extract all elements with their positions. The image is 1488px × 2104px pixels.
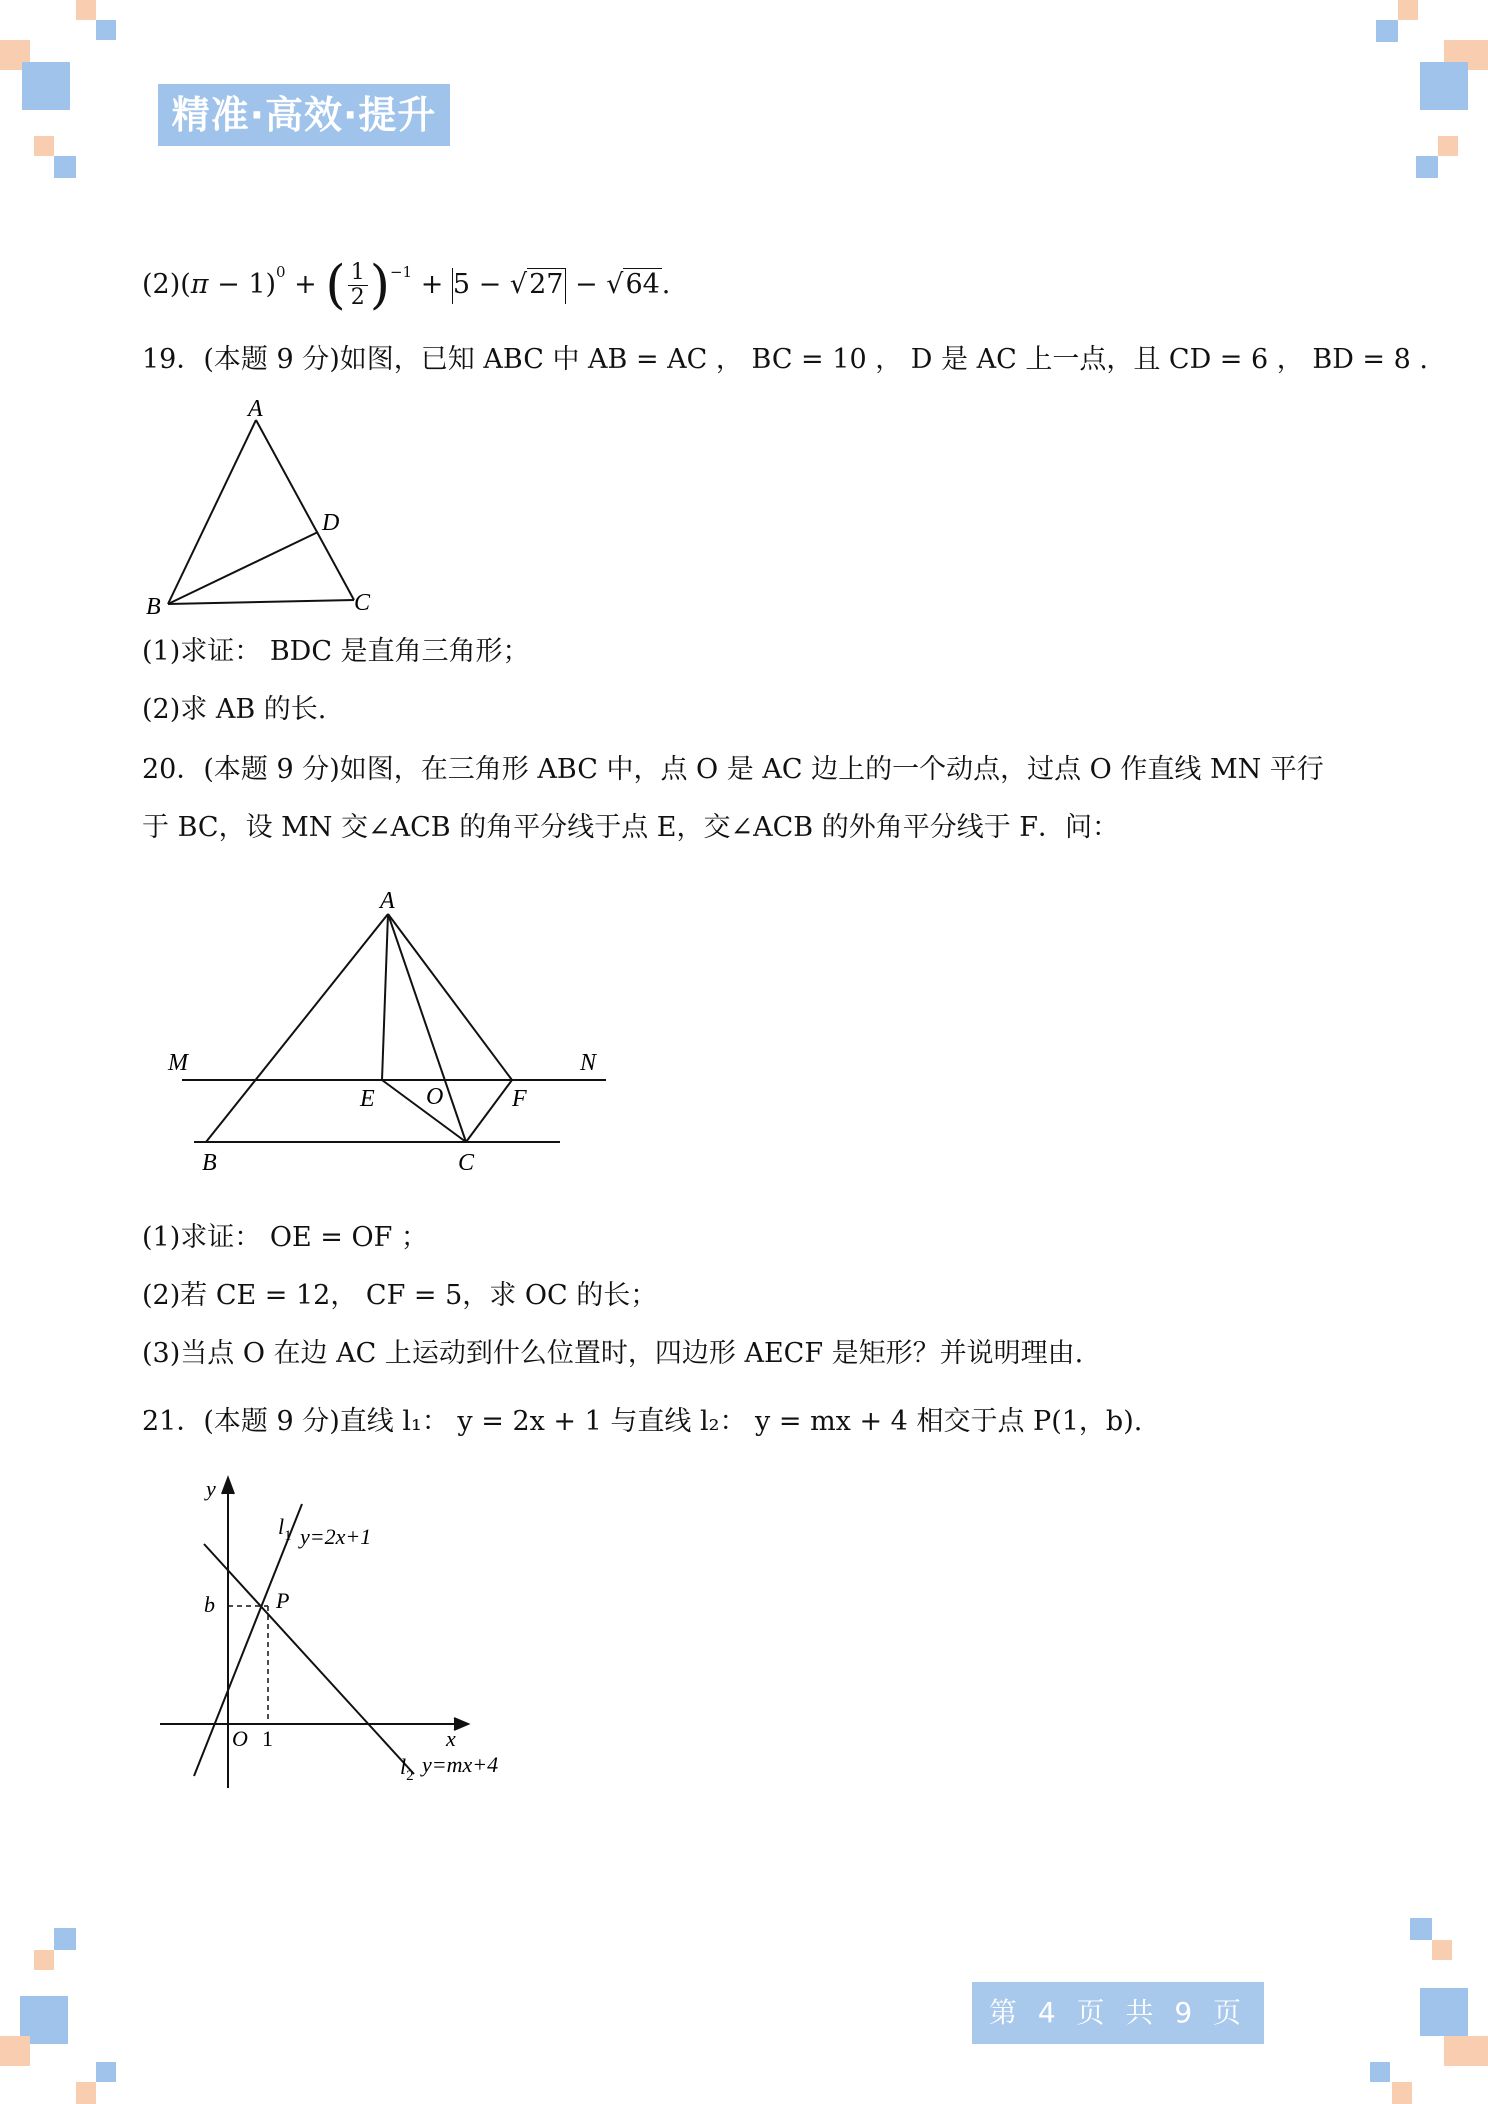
q19-stem bbox=[142, 340, 1428, 380]
label-P: P bbox=[276, 1588, 290, 1613]
q20-part1: (1)求证： OE = OF ； bbox=[142, 1222, 428, 1253]
label-N: N bbox=[580, 1050, 597, 1076]
q20-geometry-figure bbox=[156, 880, 626, 1180]
label-O: O bbox=[426, 1084, 444, 1110]
label-l2: $l_2$ bbox=[400, 1754, 414, 1784]
label-B: B bbox=[202, 1150, 217, 1176]
question-number: 20． bbox=[142, 754, 204, 785]
label-C: C bbox=[458, 1150, 475, 1176]
q20-stem-line2: 于 BC，设 MN 交∠ACB 的角平分线于点 E，交∠ACB 的外角平分线于 F．问： bbox=[142, 812, 1120, 843]
q19-text: 如图，已知 ABC 中 AB = AC ， BC = 10 ， D 是 AC 上一点，且 CD = 6 ， BD = 8 . bbox=[339, 344, 1428, 375]
q20-part2: (2)若 CE = 12， CF = 5，求 OC 的长； bbox=[142, 1280, 658, 1311]
q19-part1: (1)求证： BDC 是直角三角形； bbox=[142, 636, 530, 667]
q19-part2: (2)求 AB 的长. bbox=[142, 694, 327, 725]
brand-banner: 精准·高效·提升 bbox=[158, 84, 450, 146]
label-one: 1 bbox=[262, 1726, 273, 1751]
label-l1-equation: y=2x+1 bbox=[300, 1524, 372, 1549]
label-l1: $l_1$ bbox=[278, 1514, 292, 1544]
q18-part2-formula: $(2)(\pi - 1)^0$ + ( $\frac{1}{2}$ )$^{-1}$ + 5 − √27 − √64. bbox=[142, 255, 671, 316]
label-y: y bbox=[206, 1476, 216, 1501]
question-number: 19． bbox=[142, 344, 204, 375]
label-A: A bbox=[380, 888, 395, 914]
label-l2-equation: y=mx+4 bbox=[422, 1752, 499, 1777]
label-F: F bbox=[512, 1086, 527, 1112]
q20-part3: (3)当点 O 在边 AC 上运动到什么位置时，四边形 AECF 是矩形？并说明理由. bbox=[142, 1338, 1084, 1369]
q19-triangle-figure bbox=[140, 392, 400, 622]
label-E: E bbox=[360, 1086, 375, 1112]
q20-stem-line1: 20．(本题 9 分)如图，在三角形 ABC 中，点 O 是 AC 边上的一个动点，过点 O 作直线 MN 平行 bbox=[142, 754, 1324, 785]
points-note: (本题 9 分) bbox=[203, 344, 340, 375]
label-M: M bbox=[168, 1050, 188, 1076]
label-x: x bbox=[446, 1726, 456, 1751]
points-note: (本题 9 分) bbox=[203, 1406, 340, 1437]
q21-stem: 21．(本题 9 分)直线 l₁： y = 2x + 1 与直线 l₂： y = mx + 4 相交于点 P(1，b). bbox=[142, 1406, 1143, 1437]
label-origin: O bbox=[232, 1726, 248, 1751]
question-number: 21． bbox=[142, 1406, 204, 1437]
label-b: b bbox=[204, 1592, 215, 1617]
page-number-badge: 第 4 页 共 9 页 bbox=[972, 1982, 1264, 2044]
label-D: D bbox=[322, 510, 340, 536]
label-A: A bbox=[248, 396, 263, 422]
points-note: (本题 9 分) bbox=[203, 754, 340, 785]
label-B: B bbox=[146, 594, 161, 620]
q21-coordinate-figure bbox=[150, 1474, 530, 1794]
label-C: C bbox=[354, 590, 371, 616]
